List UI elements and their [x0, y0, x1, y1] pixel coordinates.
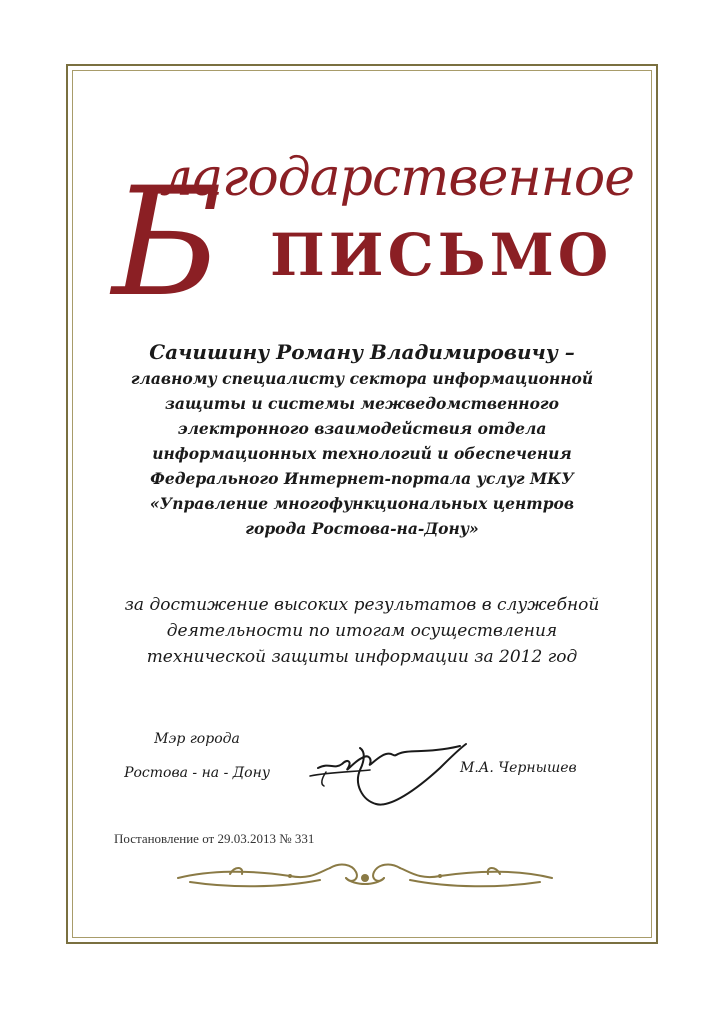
reason-block: [100, 592, 624, 670]
reason-line: деятельности по итогам осуществления: [166, 621, 558, 641]
decree-reference: Постановление от 29.03.2013 № 331: [114, 831, 315, 846]
signatory-name: М.А. Чернышев: [460, 760, 577, 776]
signatory-title: [112, 722, 282, 790]
reason-line: за достижение высоких результатов в служебной: [124, 595, 600, 615]
recipient-name: Сачишину Роману Владимировичу –: [149, 340, 575, 364]
signatory-title-line: Ростова - на - Дону: [124, 765, 270, 781]
recipient-line: Федерального Интернет-портала услуг МКУ: [150, 469, 574, 488]
flourish-ornament: [170, 858, 560, 894]
recipient-line: защиты и системы межведомственного: [165, 394, 559, 413]
recipient-line: информационных технологий и обеспечения: [152, 444, 572, 463]
recipient-line: главному специалисту сектора информационной: [130, 369, 594, 388]
title-script-line: лагодарственное: [160, 148, 634, 208]
recipient-line: города Ростова-на-Дону»: [245, 519, 479, 538]
handwritten-signature: [290, 728, 480, 818]
recipient-block: [100, 338, 624, 541]
title-block-line: ПИСЬМО: [270, 221, 613, 289]
recipient-line: «Управление многофункциональных центров: [149, 494, 575, 513]
title-initial: Б: [112, 156, 223, 330]
reason-line: технической защиты информации за 2012 год: [146, 647, 578, 667]
signatory-title-line: Мэр города: [154, 731, 240, 747]
recipient-line: электронного взаимодействия отдела: [177, 419, 547, 438]
